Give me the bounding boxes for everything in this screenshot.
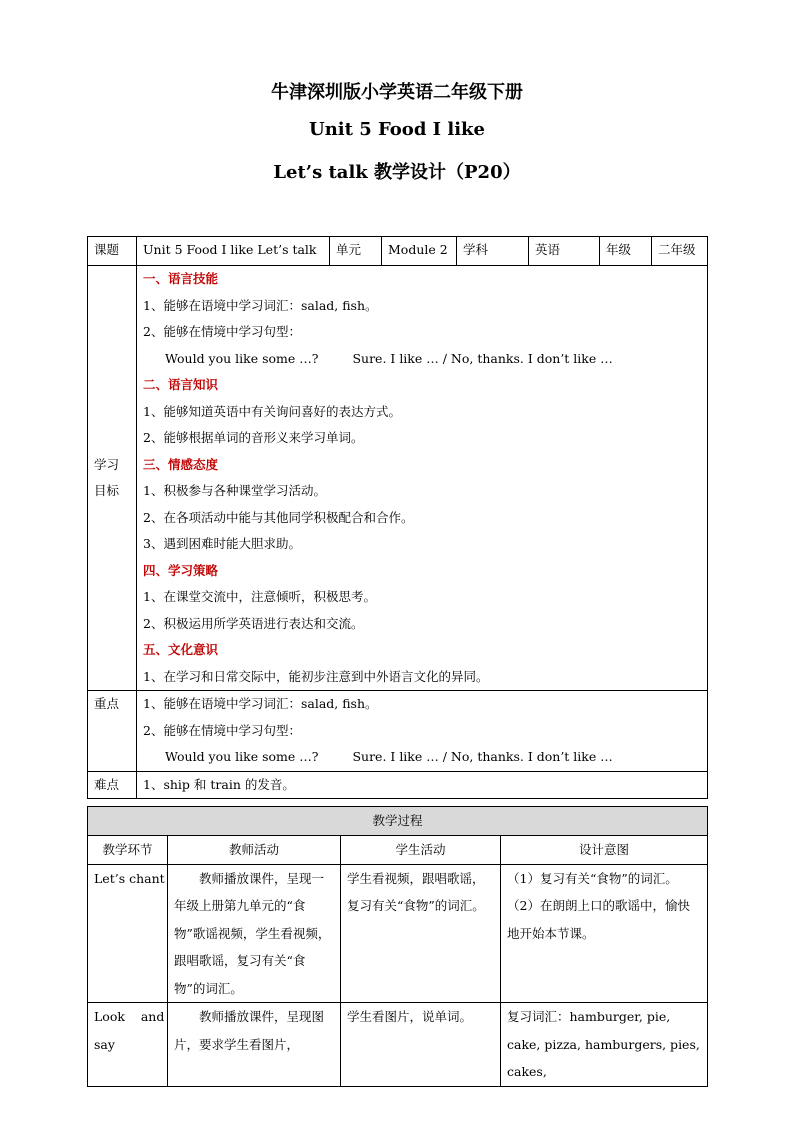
topic-label: 课题 bbox=[88, 237, 137, 266]
objective-line: 2、在各项活动中能与其他同学积极配合和合作。 bbox=[143, 509, 414, 525]
pattern-answer: Sure. I like … / No, thanks. I don’t like … bbox=[352, 749, 613, 764]
objective-line: 3、遇到困难时能大胆求助。 bbox=[143, 536, 301, 551]
objectives-row bbox=[88, 266, 708, 691]
stage-cell bbox=[88, 1003, 168, 1087]
section-heading: 五、文化意识 bbox=[143, 642, 219, 657]
section-heading: 二、语言知识 bbox=[143, 377, 219, 392]
key-point-line: 1、能够在语境中学习词汇：salad, fish。 bbox=[143, 696, 378, 711]
section-heading: 三、情感态度 bbox=[143, 456, 219, 472]
objectives-label: 学习目标 bbox=[94, 457, 120, 498]
student-activity: 学生看图片，说单词。 bbox=[341, 1003, 501, 1087]
objective-line: 1、能够在语境中学习词汇：salad, fish。 bbox=[143, 297, 378, 313]
grade-label: 年级 bbox=[600, 237, 652, 266]
design-intent bbox=[501, 864, 708, 1003]
key-points-label: 重点 bbox=[88, 691, 137, 772]
table-row bbox=[88, 864, 708, 1003]
section-heading: 一、语言技能 bbox=[143, 271, 219, 286]
intent-line: 复习词汇：hamburger, pie, cake, pizza, hamburgers, pies, cakes, bbox=[507, 1009, 700, 1079]
pattern-answer: Sure. I like … / No, thanks. I don’t like … bbox=[352, 350, 613, 366]
stage-line: say bbox=[94, 1036, 115, 1052]
subject-label: 学科 bbox=[457, 237, 529, 266]
key-points-row bbox=[88, 691, 708, 772]
key-point-line: 2、能够在情境中学习句型： bbox=[143, 722, 301, 738]
difficulty-label: 难点 bbox=[88, 771, 137, 799]
intent-line: （1）复习有关“食物”的词汇。 bbox=[507, 870, 678, 886]
subject-value: 英语 bbox=[529, 237, 600, 266]
process-band-title: 教学过程 bbox=[88, 807, 708, 836]
unit-value: Module 2 bbox=[382, 237, 457, 266]
col-header-student: 学生活动 bbox=[341, 835, 501, 864]
table-row bbox=[88, 1003, 708, 1087]
design-intent bbox=[501, 1003, 708, 1087]
lesson-title: Let’s talk 教学设计（P20） bbox=[273, 162, 521, 183]
intent-line: （2）在朗朗上口的歌谣中，愉快地开始本节课。 bbox=[507, 898, 690, 941]
objectives-label-cell bbox=[88, 266, 137, 691]
col-header-stage: 教学环节 bbox=[88, 835, 168, 864]
objective-line: 1、在学习和日常交际中，能初步注意到中外语言文化的异同。 bbox=[143, 668, 489, 684]
doc-title: 牛津深圳版小学英语二年级下册 bbox=[271, 82, 523, 103]
objective-line: 2、能够根据单词的音形义来学习单词。 bbox=[143, 430, 364, 445]
process-header-row bbox=[88, 835, 708, 864]
objective-line: 1、积极参与各种课堂学习活动。 bbox=[143, 483, 326, 498]
student-activity: 学生看视频，跟唱歌谣，复习有关“食物”的词汇。 bbox=[341, 864, 501, 1003]
lesson-info-table bbox=[87, 236, 708, 799]
objective-line: 1、在课堂交流中，注意倾听，积极思考。 bbox=[143, 589, 376, 604]
objectives-content bbox=[137, 266, 708, 691]
teacher-activity: 教师播放课件，呈现图片，要求学生看图片， bbox=[168, 1003, 341, 1087]
objective-line: 1、能够知道英语中有关询问喜好的表达方式。 bbox=[143, 403, 401, 419]
unit-label: 单元 bbox=[330, 237, 382, 266]
difficulty-content: 1、ship 和 train 的发音。 bbox=[137, 771, 708, 799]
pattern-question: Would you like some …? bbox=[165, 350, 319, 366]
objective-line: 2、积极运用所学英语进行表达和交流。 bbox=[143, 615, 364, 631]
grade-value: 二年级 bbox=[652, 237, 708, 266]
section-heading: 四、学习策略 bbox=[143, 562, 219, 578]
unit-title: Unit 5 Food I like bbox=[309, 119, 485, 140]
header-row bbox=[88, 237, 708, 266]
objective-line: 2、能够在情境中学习句型： bbox=[143, 324, 301, 339]
topic-value: Unit 5 Food I like Let’s talk bbox=[137, 237, 330, 266]
teaching-process-table bbox=[87, 806, 708, 1087]
key-points-content bbox=[137, 691, 708, 772]
col-header-intent: 设计意图 bbox=[501, 835, 708, 864]
stage-line: Look and bbox=[94, 1009, 165, 1024]
pattern-question: Would you like some …? bbox=[165, 749, 319, 764]
teacher-activity: 教师播放课件，呈现一年级上册第九单元的“食物”歌谣视频，学生看视频，跟唱歌谣，复习有关“食物”的词汇。 bbox=[168, 864, 341, 1003]
stage-cell: Let’s chant bbox=[88, 864, 168, 1003]
difficulty-row bbox=[88, 771, 708, 799]
col-header-teacher: 教师活动 bbox=[168, 835, 341, 864]
sentence-pattern bbox=[143, 346, 701, 373]
sentence-pattern bbox=[143, 744, 701, 771]
